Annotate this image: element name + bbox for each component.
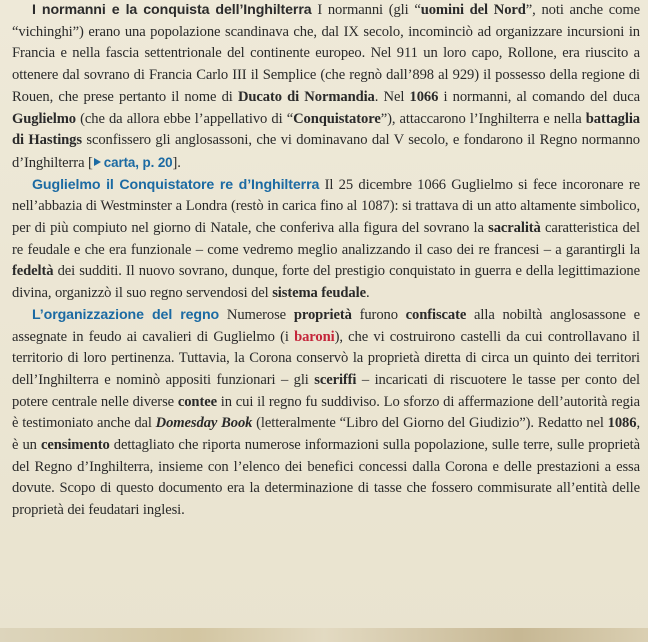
- arrow-right-icon: [94, 158, 101, 166]
- page-bottom-edge: [0, 628, 648, 642]
- section-heading-normans: I normanni e la conquista dell’Inghilterra: [32, 2, 312, 18]
- section-heading-william: Guglielmo il Conquistatore re d’Inghilterra: [32, 176, 320, 193]
- paragraph-normans-conquest: I normanni e la conquista dell’Inghilterra I normanni (gli “uomini del Nord”, noti anche come “vichinghi”) erano una popolazione scandinava che, dal IX secolo, incominciò ad organizzare incursioni in Francia e nella fascia settentrionale del continente europeo. Nel 911 un loro capo, Rollone, era riuscito a ottenere dal sovrano di Francia Carlo III il Semplice (che regnò dall’898 al 929) il possesso della regione di Rouen, che prese pertanto il nome di Ducato di Normandia. Nel 1066 i normanni, al comando del duca Guglielmo (che da allora ebbe l’appellativo di “Conquistatore”), attaccarono l’Inghilterra e nella battaglia di Hastings sconfissero gli anglosassoni, che vi dominavano dal V secolo, e fondarono il Regno normanno d’Inghilterra [ carta, p. 20].: [12, 2, 641, 171]
- text-column: [12, 0, 640, 522]
- paragraph-william-king: Guglielmo il Conquistatore re d’Inghilterra Il 25 dicembre 1066 Guglielmo si fece incoronare re nell’abbazia di Westminster a Londra (restò in carica fino al 1087): si trattava di un atto altamente simbolico, per di più compiuto nel giorno di Natale, che conferiva alla figura del sovrano la sacralità caratteristica del re feudale e che era funzionale – come vedremo meglio analizzando il caso dei re francesi – a garantirgli la fedeltà dei sudditi. Il nuovo sovrano, dunque, forte del prestigio conquistato in guerra e della legittimazione divina, organizzò il suo regno servendosi del sistema feudale.: [12, 176, 640, 302]
- paragraph-kingdom-organization: L’organizzazione del regno Numerose proprietà furono confiscate alla nobiltà anglosassone e assegnate in feudo ai cavalieri di Guglielmo (i baroni), che vi costruirono castelli da cui controllavano il territorio di loro pertinenza. Tuttavia, la Corona conservò la proprietà diretta di circa un quinto dei territori dell’Inghilterra e nominò appositi funzionari – gli sceriffi – incaricati di riscuotere le tasse per conto del potere centrale nelle diverse contee in cui il regno fu suddiviso. Lo sforzo di affermazione dell’autorità regia è testimoniato anche dal Domesday Book (letteralmente “Libro del Giorno del Giudizio”). Redatto nel 1086, è un censimento dettagliato che riporta numerose informazioni sulla popolazione, sulle terre, sulle proprietà del Regno d’Inghilterra, insieme con l’elenco dei benefici concessi dalla Corona e delle prestazioni a essa dovute. Scopo di questo documento era la determinazione di tasse che fossero commisurate all’entità delle proprietà dei feudatari inglesi.: [12, 306, 640, 519]
- map-reference-link[interactable]: carta, p. 20: [93, 155, 173, 170]
- section-heading-organization: L’organizzazione del regno: [32, 306, 220, 323]
